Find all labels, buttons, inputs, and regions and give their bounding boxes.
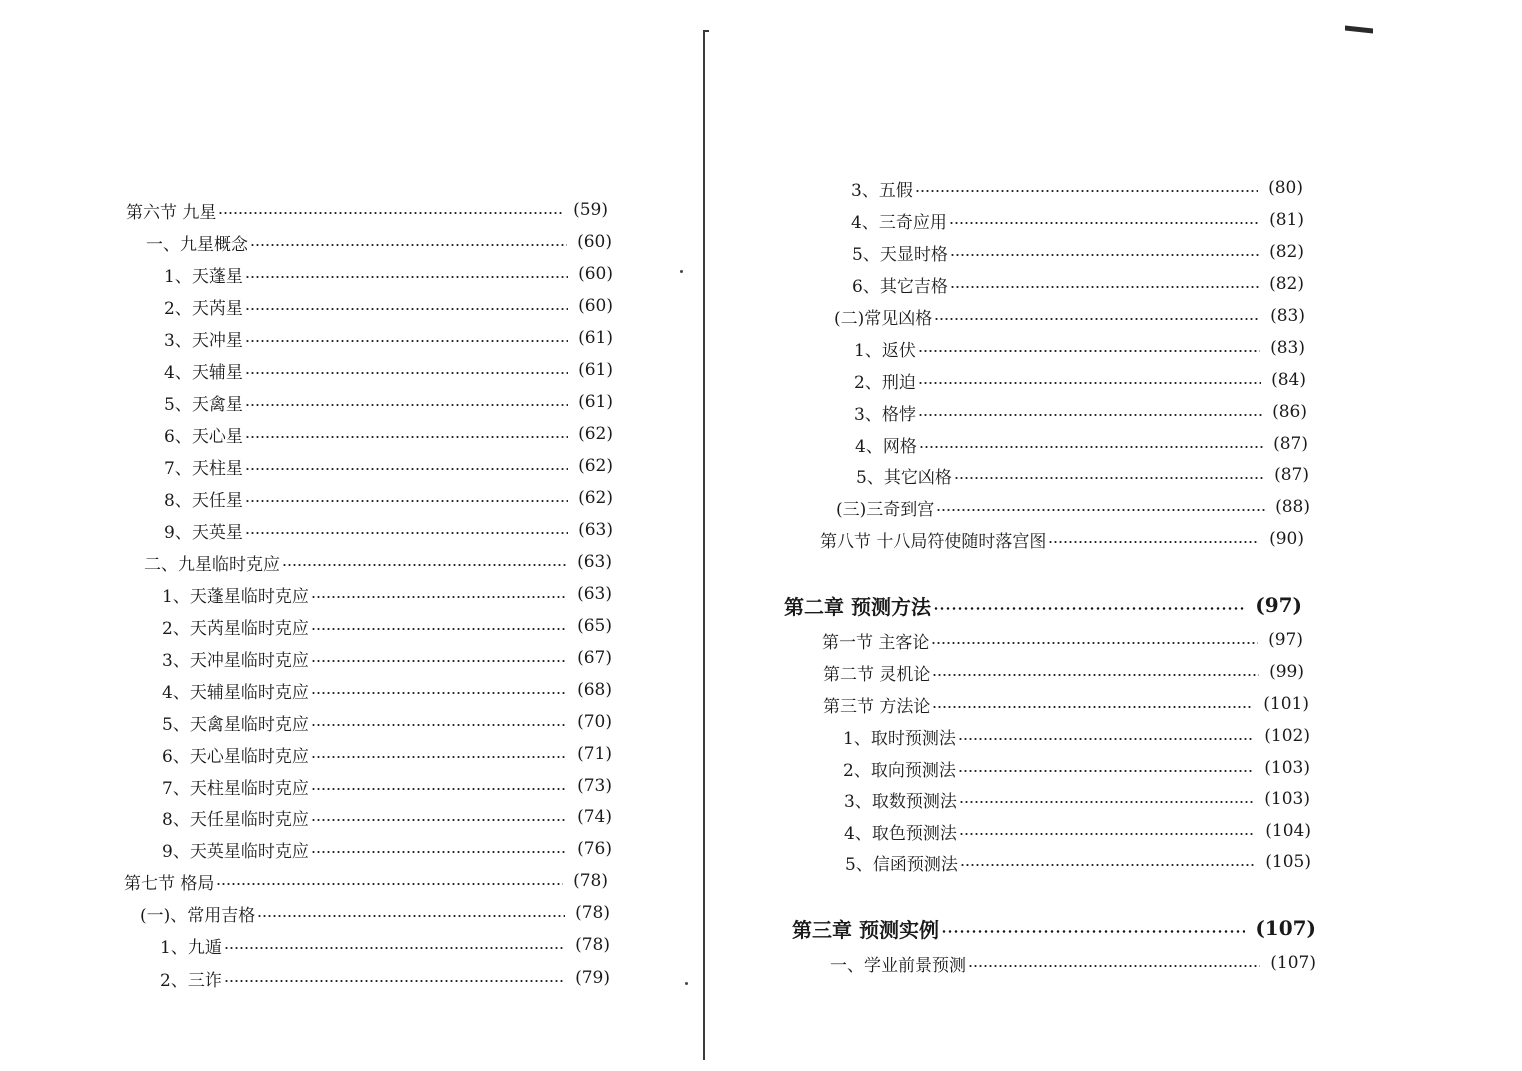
toc-entry (164, 485, 613, 511)
toc-entry (144, 549, 612, 575)
toc-title: 2、三诈 (160, 970, 222, 991)
toc-entry (823, 659, 1304, 685)
toc-entry (164, 325, 613, 351)
toc-title: 第三节 方法论 (823, 696, 931, 717)
toc-title: 第七节 格局 (124, 873, 215, 894)
toc-entry (162, 677, 612, 703)
dot-leader (311, 692, 567, 694)
scan-speck (685, 982, 688, 985)
toc-title: 1、返伏 (854, 340, 916, 361)
toc-entry (844, 818, 1311, 844)
dot-leader (958, 738, 1254, 740)
toc-title: 第一节 主客论 (822, 632, 930, 653)
toc-entry (854, 335, 1305, 361)
dot-leader (949, 222, 1259, 224)
dot-leader (919, 446, 1263, 448)
toc-entry (856, 462, 1309, 488)
toc-page-number: (78) (573, 871, 608, 891)
toc-entry (834, 303, 1305, 329)
dot-leader (959, 801, 1254, 803)
dot-leader (934, 318, 1260, 320)
dot-leader (1048, 541, 1259, 543)
toc-entry (164, 389, 613, 415)
toc-entry (146, 229, 612, 255)
toc-page-number: (62) (578, 424, 613, 444)
toc-title: 一、学业前景预测 (830, 955, 966, 976)
dot-leader (311, 628, 567, 630)
toc-entry (852, 239, 1304, 265)
dot-leader (311, 724, 567, 726)
toc-title: 第二章 预测方法 (784, 594, 931, 619)
dot-leader (311, 851, 567, 853)
toc-page-number: (88) (1275, 497, 1310, 517)
toc-page-number: (78) (575, 903, 610, 923)
toc-page-number: (82) (1269, 274, 1304, 294)
dot-leader (311, 819, 567, 821)
toc-entry (164, 421, 613, 447)
toc-title: 2、天芮星临时克应 (162, 618, 309, 639)
dot-leader (224, 980, 565, 982)
toc-title: 7、天柱星临时克应 (162, 778, 309, 799)
toc-page-number: (81) (1269, 210, 1304, 230)
toc-page-number: (74) (577, 807, 612, 827)
toc-page-number: (83) (1270, 306, 1305, 326)
left-page (0, 0, 700, 1071)
toc-entry (164, 293, 613, 319)
toc-page-number: (97) (1255, 593, 1302, 617)
toc-title: 1、取时预测法 (843, 728, 956, 749)
toc-title: 4、网格 (855, 436, 917, 457)
toc-title: 2、天芮星 (164, 298, 243, 319)
dot-leader (950, 286, 1259, 288)
dot-leader (932, 706, 1253, 708)
dot-leader (941, 930, 1245, 933)
toc-page-number: (61) (578, 392, 613, 412)
dot-leader (245, 500, 568, 502)
toc-title: 6、天心星临时克应 (162, 746, 309, 767)
dot-leader (960, 864, 1255, 866)
toc-title: 9、天英星 (164, 522, 243, 543)
toc-page-number: (63) (577, 552, 612, 572)
dot-leader (245, 276, 568, 278)
toc-title: 一、九星概念 (146, 234, 248, 255)
toc-title: 2、刑迫 (854, 372, 916, 393)
toc-entry (843, 723, 1310, 749)
toc-title: 3、天冲星临时克应 (162, 650, 309, 671)
dot-leader (257, 915, 565, 917)
dot-leader (245, 532, 568, 534)
toc-page-number: (103) (1264, 789, 1310, 809)
toc-page-number: (60) (578, 264, 613, 284)
right-page (706, 0, 1522, 1071)
toc-page-number: (87) (1273, 434, 1308, 454)
toc-entry (851, 207, 1304, 233)
toc-chapter-entry (784, 590, 1302, 620)
toc-title: 6、其它吉格 (852, 276, 948, 297)
dot-leader (311, 756, 567, 758)
toc-title: 4、取色预测法 (844, 823, 957, 844)
toc-title: 第三章 预测实例 (792, 917, 939, 942)
toc-entry (852, 271, 1304, 297)
toc-entry (164, 357, 613, 383)
toc-entry (845, 849, 1311, 875)
dot-leader (245, 404, 568, 406)
toc-page-number: (104) (1265, 821, 1311, 841)
toc-entry (140, 900, 610, 926)
dot-leader (959, 833, 1255, 835)
dot-leader (245, 340, 568, 342)
toc-entry (854, 399, 1307, 425)
toc-page-number: (80) (1268, 178, 1303, 198)
dot-leader (282, 564, 567, 566)
toc-entry (164, 453, 613, 479)
toc-page-number: (107) (1255, 916, 1316, 940)
toc-title: 3、格悖 (854, 404, 916, 425)
toc-page-number: (83) (1270, 338, 1305, 358)
toc-entry (162, 581, 612, 607)
toc-page-number: (60) (577, 232, 612, 252)
toc-title: 8、天任星 (164, 490, 243, 511)
toc-page-number: (71) (577, 744, 612, 764)
dot-leader (218, 212, 563, 214)
toc-chapter-entry (792, 913, 1316, 943)
toc-page-number: (102) (1264, 726, 1310, 746)
dot-leader (245, 372, 568, 374)
toc-page-number: (73) (577, 776, 612, 796)
toc-entry (820, 526, 1304, 552)
toc-title: 4、天辅星 (164, 362, 243, 383)
toc-title: 第八节 十八局符使随时落宫图 (820, 531, 1047, 552)
toc-page-number: (97) (1268, 630, 1303, 650)
toc-title: 3、取数预测法 (844, 791, 957, 812)
toc-title: 二、九星临时克应 (144, 554, 280, 575)
toc-page-number: (99) (1269, 662, 1304, 682)
toc-page-number: (105) (1265, 852, 1311, 872)
toc-title: 9、天英星临时克应 (162, 841, 309, 862)
toc-entry (830, 950, 1316, 976)
toc-title: 1、九遁 (160, 937, 222, 958)
toc-title: 8、天任星临时克应 (162, 809, 309, 830)
dot-leader (216, 883, 563, 885)
toc-entry (855, 431, 1308, 457)
dot-leader (250, 244, 567, 246)
toc-page-number: (70) (577, 712, 612, 732)
toc-page-number: (86) (1272, 402, 1307, 422)
dot-leader (918, 350, 1260, 352)
toc-title: 3、天冲星 (164, 330, 243, 351)
toc-entry (124, 868, 608, 894)
toc-entry (162, 804, 612, 830)
dot-leader (958, 770, 1254, 772)
page-gutter (703, 30, 705, 1060)
toc-title: (二)常见凶格 (834, 308, 933, 329)
toc-title: 5、天禽星 (164, 394, 243, 415)
toc-title: 6、天心星 (164, 426, 243, 447)
dot-leader (931, 642, 1258, 644)
toc-title: 5、天禽星临时克应 (162, 714, 309, 735)
dot-leader (311, 596, 567, 598)
toc-title: (一)、常用吉格 (140, 905, 256, 926)
toc-entry (160, 965, 610, 991)
toc-entry (843, 755, 1310, 781)
dot-leader (245, 308, 568, 310)
dot-leader (918, 414, 1262, 416)
toc-page-number: (107) (1270, 953, 1316, 973)
toc-entry (836, 494, 1310, 520)
toc-page-number: (90) (1269, 529, 1304, 549)
toc-page-number: (76) (577, 839, 612, 859)
toc-page-number: (61) (578, 328, 613, 348)
toc-page-number: (59) (573, 200, 608, 220)
toc-page-number: (84) (1271, 370, 1306, 390)
toc-page-number: (67) (577, 648, 612, 668)
dot-leader (311, 660, 567, 662)
toc-page-number: (87) (1274, 465, 1309, 485)
toc-entry (162, 836, 612, 862)
toc-title: 7、天柱星 (164, 458, 243, 479)
toc-page-number: (68) (577, 680, 612, 700)
toc-entry (162, 613, 612, 639)
dot-leader (954, 477, 1264, 479)
toc-page-number: (79) (575, 968, 610, 988)
toc-title: 5、其它凶格 (856, 467, 952, 488)
toc-entry (822, 627, 1303, 653)
toc-page-number: (78) (575, 935, 610, 955)
toc-title: (三)三奇到宫 (836, 499, 935, 520)
dot-leader (311, 788, 567, 790)
toc-title: 2、取向预测法 (843, 760, 956, 781)
toc-page-number: (63) (577, 584, 612, 604)
toc-title: 4、三奇应用 (851, 212, 947, 233)
scan-speck (680, 270, 683, 273)
toc-page-number: (62) (578, 456, 613, 476)
dot-leader (245, 468, 568, 470)
toc-entry (823, 691, 1309, 717)
dot-leader (936, 509, 1265, 511)
toc-page-number: (82) (1269, 242, 1304, 262)
toc-page-number: (65) (577, 616, 612, 636)
dot-leader (918, 382, 1261, 384)
toc-title: 第二节 灵机论 (823, 664, 931, 685)
toc-entry (851, 175, 1303, 201)
toc-page-number: (60) (578, 296, 613, 316)
toc-title: 5、天显时格 (852, 244, 948, 265)
toc-title: 1、天蓬星 (164, 266, 243, 287)
toc-entry (162, 773, 612, 799)
toc-page-number: (101) (1263, 694, 1309, 714)
toc-entry (844, 786, 1310, 812)
toc-title: 5、信函预测法 (845, 854, 958, 875)
toc-title: 4、天辅星临时克应 (162, 682, 309, 703)
toc-title: 1、天蓬星临时克应 (162, 586, 309, 607)
toc-entry (126, 197, 608, 223)
toc-title: 第六节 九星 (126, 202, 217, 223)
toc-page-number: (103) (1264, 758, 1310, 778)
dot-leader (932, 674, 1259, 676)
toc-title: 3、五假 (851, 180, 913, 201)
dot-leader (915, 190, 1258, 192)
dot-leader (968, 965, 1260, 967)
toc-page-number: (61) (578, 360, 613, 380)
toc-entry (854, 367, 1306, 393)
dot-leader (950, 254, 1259, 256)
dot-leader (933, 607, 1245, 610)
dot-leader (245, 436, 568, 438)
toc-page-number: (63) (578, 520, 613, 540)
toc-entry (162, 645, 612, 671)
toc-entry (160, 932, 610, 958)
dot-leader (224, 947, 565, 949)
toc-page-number: (62) (578, 488, 613, 508)
toc-entry (164, 261, 613, 287)
toc-entry (162, 741, 612, 767)
toc-entry (164, 517, 613, 543)
toc-entry (162, 709, 612, 735)
